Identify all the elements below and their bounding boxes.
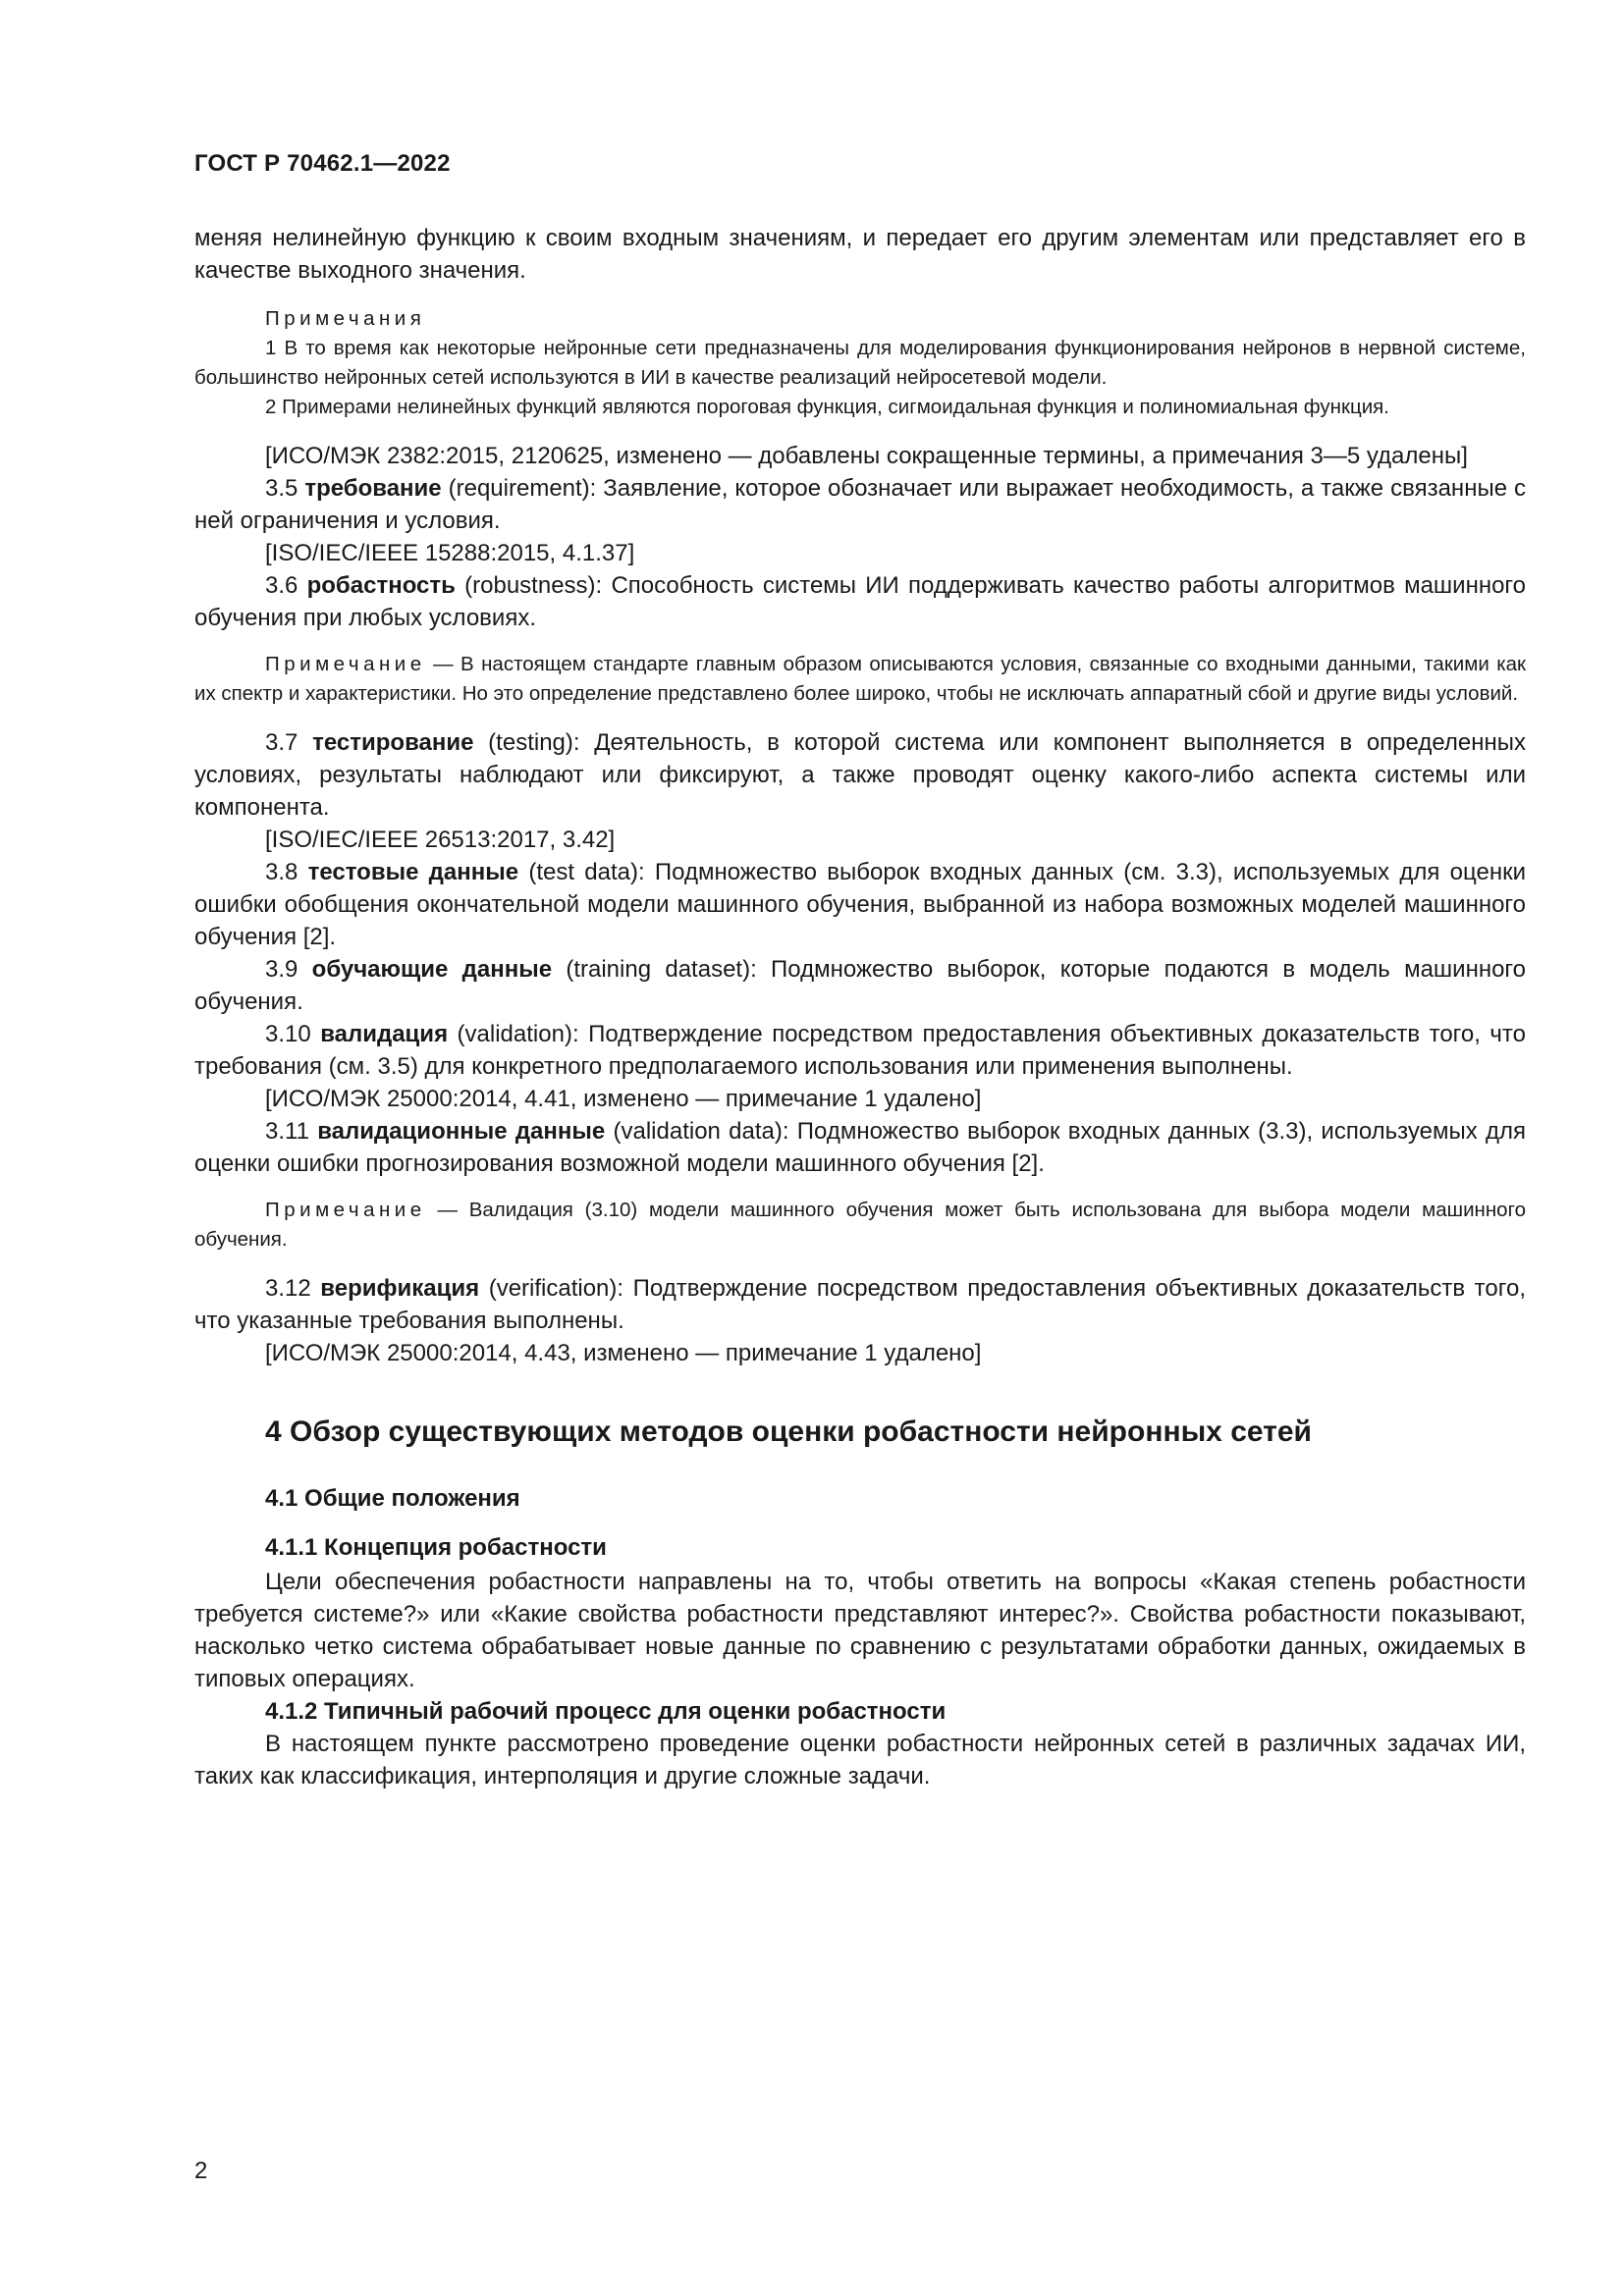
term-3-12-source: [ИСО/МЭК 25000:2014, 4.43, изменено — примечание 1 удалено] bbox=[265, 1340, 982, 1366]
note-label: Примечание bbox=[265, 653, 426, 675]
note-label: Примечание bbox=[265, 1199, 426, 1221]
term-3-8 bbox=[194, 856, 1526, 953]
notes-heading: Примечания bbox=[265, 307, 426, 330]
term-definition: (test data): Подмножество выборок входных данных (см. 3.3), используемых для оценки ошибки обобщения окончательной модели машинного обучения, выбранной из набора возможных моделей машинного обучения [2]. bbox=[194, 859, 1526, 950]
section-4-heading: 4 Обзор существующих методов оценки робастности нейронных сетей bbox=[265, 1415, 1312, 1448]
term-3-5-source: [ISO/IEC/IEEE 15288:2015, 4.1.37] bbox=[265, 540, 635, 566]
section-4-1-1-paragraph: Цели обеспечения робастности направлены на то, чтобы ответить на вопросы «Какая степень робастности требуется системе?» или «Какие свойства робастности представляют интерес?». Свойства робастности показывают, насколько четко система обрабатывает новые данные по сравнению с результатами обработки данных, ожидаемых в типовых операциях. bbox=[194, 1569, 1526, 1692]
continuation-paragraph: меняя нелинейную функцию к своим входным значениям, и передает его другим элементам или представляет его в качестве выходного значения. bbox=[194, 225, 1526, 284]
term-name: верификация bbox=[320, 1275, 480, 1302]
term-3-10 bbox=[194, 1018, 1526, 1083]
term-name: обучающие данные bbox=[311, 956, 553, 983]
term-definition: (validation): Подтверждение посредством предоставления объективных доказательств того, что требования (см. 3.5) для конкретного предполагаемого использования или применения выполнены. bbox=[194, 1021, 1526, 1080]
term-definition: (validation data): Подмножество выборок входных данных (3.3), используемых для оценки ошибки прогнозирования возможной модели машинного обучения [2]. bbox=[194, 1118, 1526, 1177]
term-name: требование bbox=[304, 475, 442, 502]
term-definition: (requirement): Заявление, которое обозначает или выражает необходимость, а также связанные с ней ограничения и условия. bbox=[194, 475, 1527, 534]
term-number: 3.11 bbox=[265, 1118, 318, 1145]
document-body bbox=[194, 222, 1526, 1792]
term-name: тестирование bbox=[312, 729, 474, 756]
term-number: 3.8 bbox=[265, 859, 308, 885]
term-name: валидационные данные bbox=[317, 1118, 606, 1145]
note-text: — В настоящем стандарте главным образом описываются условия, связанные со входными данными, такими как их спектр и характеристики. Но это определение представлено более широко, чтобы не исключать аппаратный сбой и другие виды условий. bbox=[194, 653, 1526, 705]
section-4-1-2-heading: 4.1.2 Типичный рабочий процесс для оценки робастности bbox=[265, 1698, 947, 1725]
note-text: — Валидация (3.10) модели машинного обучения может быть использована для выбора модели машинного обучения. bbox=[194, 1199, 1526, 1251]
term-number: 3.12 bbox=[265, 1275, 321, 1302]
note-1: 1 В то время как некоторые нейронные сети предназначены для моделирования функционирования нейронов в нервной системе, большинство нейронных сетей используются в ИИ в качестве реализаций нейросетевой модели. bbox=[194, 337, 1526, 389]
term-3-6 bbox=[194, 569, 1526, 634]
term-number: 3.9 bbox=[265, 956, 312, 983]
note-2: 2 Примерами нелинейных функций являются пороговая функция, сигмоидальная функция и полиномиальная функция. bbox=[265, 396, 1389, 418]
term-name: тестовые данные bbox=[307, 859, 519, 885]
term-definition: (testing): Деятельность, в которой система или компонент выполняется в определенных условиях, результаты наблюдают или фиксируют, а также проводят оценку какого-либо аспекта системы или компонента. bbox=[194, 729, 1527, 821]
section-4-1-1-heading: 4.1.1 Концепция робастности bbox=[265, 1534, 607, 1561]
term-number: 3.6 bbox=[265, 572, 307, 599]
term-definition: (training dataset): Подмножество выборок, которые подаются в модель машинного обучения. bbox=[194, 956, 1527, 1015]
term-name: валидация bbox=[320, 1021, 449, 1047]
source-reference: [ИСО/МЭК 2382:2015, 2120625, изменено — добавлены сокращенные термины, а примечания 3—5 удалены] bbox=[265, 443, 1468, 469]
term-number: 3.10 bbox=[265, 1021, 321, 1047]
term-3-7-source: [ISO/IEC/IEEE 26513:2017, 3.42] bbox=[265, 827, 616, 853]
page-number: 2 bbox=[194, 2158, 208, 2184]
term-3-9 bbox=[194, 953, 1526, 1018]
term-3-7 bbox=[194, 726, 1526, 824]
document-header: ГОСТ Р 70462.1—2022 bbox=[194, 150, 451, 177]
note-3-6 bbox=[194, 650, 1526, 709]
note-3-11 bbox=[194, 1196, 1526, 1255]
term-3-5 bbox=[194, 472, 1526, 537]
term-3-10-source: [ИСО/МЭК 25000:2014, 4.41, изменено — примечание 1 удалено] bbox=[265, 1086, 982, 1112]
section-4-1-2-paragraph: В настоящем пункте рассмотрено проведение оценки робастности нейронных сетей в различных задачах ИИ, таких как классификация, интерполяция и другие сложные задачи. bbox=[194, 1731, 1526, 1789]
term-3-11 bbox=[194, 1115, 1526, 1180]
term-definition: (verification): Подтверждение посредством предоставления объективных доказательств того, что указанные требования выполнены. bbox=[194, 1275, 1526, 1334]
section-4-1-heading: 4.1 Общие положения bbox=[265, 1485, 520, 1512]
term-number: 3.5 bbox=[265, 475, 305, 502]
term-number: 3.7 bbox=[265, 729, 313, 756]
term-3-12 bbox=[194, 1272, 1526, 1337]
term-name: робастность bbox=[306, 572, 456, 599]
term-definition: (robustness): Способность системы ИИ поддерживать качество работы алгоритмов машинного обучения при любых условиях. bbox=[194, 572, 1527, 631]
